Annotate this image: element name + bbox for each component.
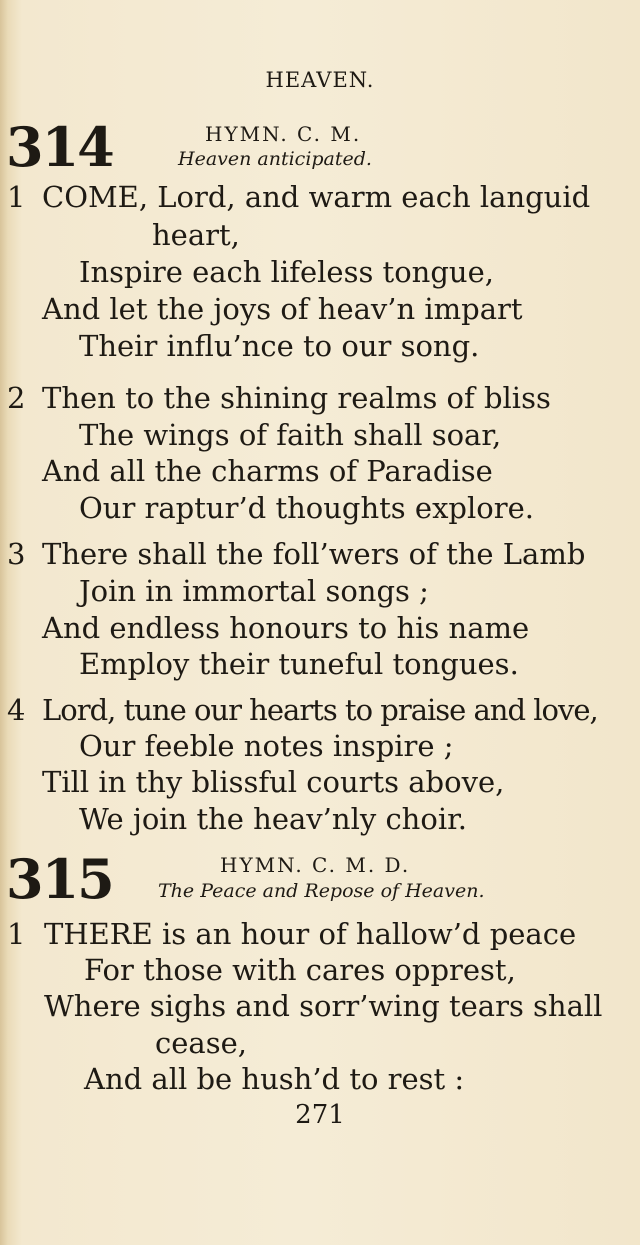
hymn-line: Then to the shining realms of bliss — [42, 381, 551, 415]
hymn-line: And let the joys of heav’n impart — [42, 292, 523, 326]
page-number: 271 — [295, 1100, 345, 1130]
verse-number: 1 — [7, 917, 26, 951]
hymn-line: Till in thy blissful courts above, — [42, 765, 505, 799]
hymn-number: 315 — [6, 847, 113, 911]
hymn-meter: HYMN. C. M. D. — [220, 853, 411, 877]
hymn-line: Lord, tune our hearts to praise and love, — [42, 693, 598, 727]
hymn-line: Join in immortal songs ; — [79, 574, 429, 608]
hymn-line: We join the heav’nly choir. — [79, 802, 467, 836]
hymn-line: And all the charms of Paradise — [42, 454, 493, 488]
verse-number: 2 — [7, 381, 26, 415]
hymn-subtitle: The Peace and Repose of Heaven. — [158, 880, 485, 902]
verse-number: 1 — [7, 180, 26, 214]
verse-number: 4 — [7, 693, 26, 727]
hymn-line: Where sighs and sorr’wing tears shall — [44, 989, 603, 1023]
hymn-meter: HYMN. C. M. — [205, 122, 362, 146]
hymn-line: Employ their tuneful tongues. — [79, 647, 519, 681]
verse-number: 3 — [7, 537, 26, 571]
hymn-line: Their influ’nce to our song. — [79, 329, 480, 363]
hymn-line: COME, Lord, and warm each languid — [42, 180, 591, 214]
hymn-line: heart, — [152, 218, 240, 252]
hymn-line: For those with cares opprest, — [84, 953, 516, 987]
hymn-line: Inspire each lifeless tongue, — [79, 255, 494, 289]
running-head: HEAVEN. — [265, 68, 375, 92]
hymn-line: And all be hush’d to rest : — [84, 1062, 465, 1096]
hymn-line: THERE is an hour of hallow’d peace — [44, 917, 577, 951]
hymn-line: Our feeble notes inspire ; — [79, 729, 454, 763]
hymn-subtitle: Heaven anticipated. — [178, 148, 372, 170]
hymn-line: There shall the foll’wers of the Lamb — [42, 537, 586, 571]
hymn-line: cease, — [155, 1026, 247, 1060]
hymn-line: Our raptur’d thoughts explore. — [79, 491, 534, 525]
hymn-line: The wings of faith shall soar, — [79, 418, 502, 452]
hymn-number: 314 — [6, 115, 113, 179]
hymn-line: And endless honours to his name — [42, 611, 530, 645]
